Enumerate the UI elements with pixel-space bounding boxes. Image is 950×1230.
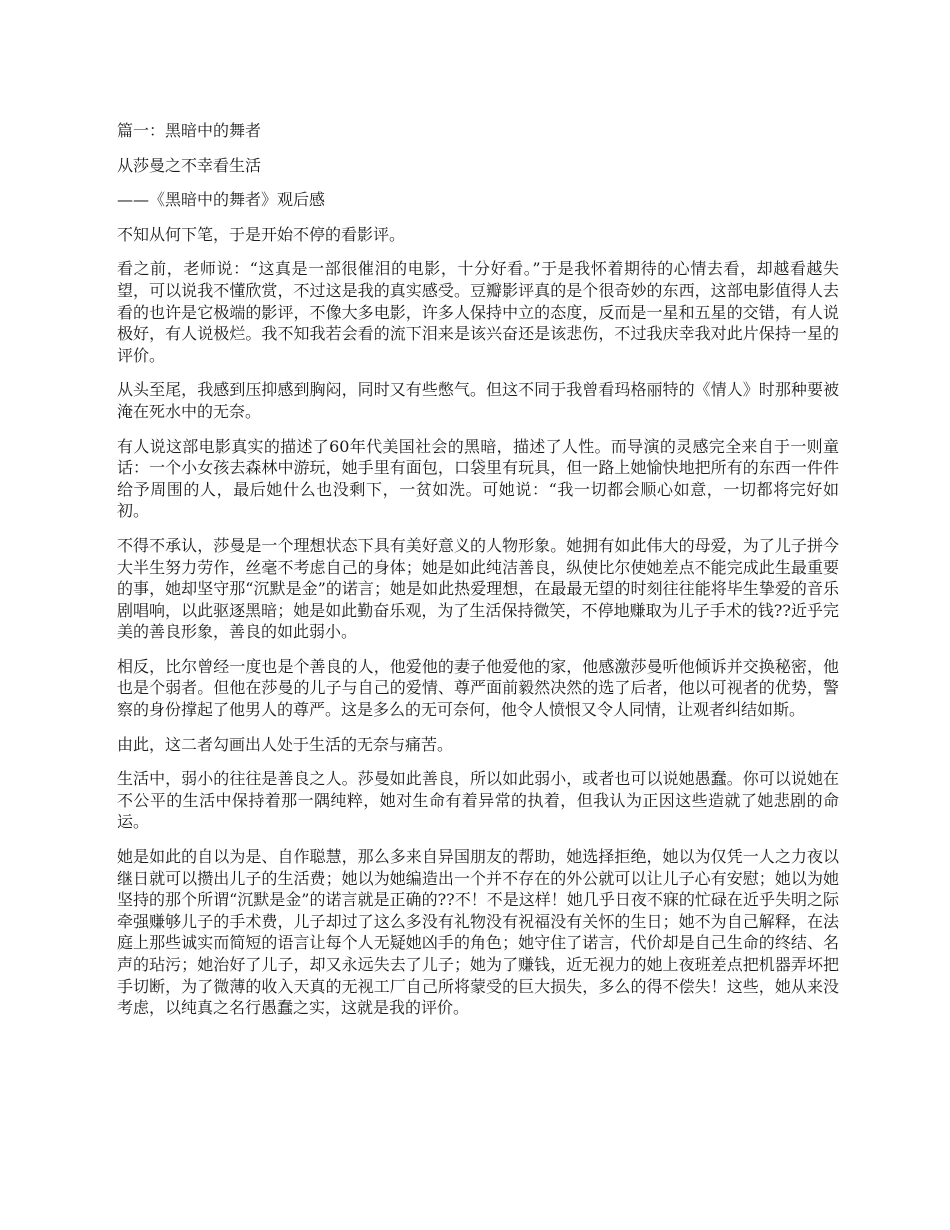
paragraph: 有人说这部电影真实的描述了60年代美国社会的黑暗，描述了人性。而导演的灵感完全来自于一则童话：一个小女孩去森林中游玩，她手里有面包，口袋里有玩具，但一路上她愉快地把所有的东西一件件给予周围的人，最后她什么也没剩下，一贫如洗。可她说：“我一切都会顺心如意，一切都将完好如初。 — [117, 436, 839, 521]
paragraph: 看之前，老师说：“这真是一部很催泪的电影，十分好看。”于是我怀着期待的心情去看，却越看越失望，可以说我不懂欣赏，不过这是我的真实感受。豆瓣影评真的是个很奇妙的东西，这部电影值得人去看的也许是它极端的影评，不像大多电影，许多人保持中立的态度，反而是一星和五星的交错，有人说极好，有人说极烂。我不知我若会看的流下泪来是该兴奋还是该悲伤，不过我庆幸我对此片保持一星的评价。 — [117, 259, 839, 365]
paragraph: 她是如此的自以为是、自作聪慧，那么多来自异国朋友的帮助，她选择拒绝，她以为仅凭一人之力夜以继日就可以攒出儿子的生活费；她以为她编造出一个并不存在的外公就可以让儿子心有安慰；她以为她坚持的那个所谓“沉默是金”的诺言就是正确的??不！不是这样！她几乎日夜不寐的忙碌在近乎失明之际牵强赚够儿子的手术费，儿子却过了这么多没有礼物没有祝福没有关怀的生日；她不为自己解释，在法庭上那些诚实而简短的语言让每个人无疑她凶手的角色；她守住了诺言，代价却是自己生命的终结、名声的玷污；她治好了儿子，却又永远失去了儿子；她为了赚钱，近无视力的她上夜班差点把机器弄坏把手切断，为了微薄的收入天真的无视工厂自己所将蒙受的巨大损失，多么的得不偿失！这些，她从来没考虑，以纯真之名行愚蠢之实，这就是我的评价。 — [117, 847, 839, 1018]
paragraph: 由此，这二者勾画出人处于生活的无奈与痛苦。 — [117, 734, 454, 754]
paragraph: 生活中，弱小的往往是善良之人。莎曼如此善良，所以如此弱小，或者也可以说她愚蠢。你可以说她在不公平的生活中保持着那一隅纯粹，她对生命有着异常的执着，但我认为正因这些造就了她悲剧的命运。 — [117, 769, 839, 832]
document-body — [117, 120, 839, 1032]
paragraph: 不知从何下笔，于是开始不停的看影评。 — [117, 224, 406, 244]
paragraph: 相反，比尔曾经一度也是个善良的人，他爱他的妻子他爱他的家，他感激莎曼听他倾诉并交换秘密，他也是个弱者。但他在莎曼的儿子与自己的爱情、尊严面前毅然决然的选了后者，他以可视者的优势，警察的身份撑起了他男人的尊严。这是多么的无可奈何，他令人愤恨又令人同情，让观者纠结如斯。 — [117, 656, 839, 720]
document-subtitle: 从莎曼之不幸看生活 — [117, 155, 262, 175]
paragraph: 从头至尾，我感到压抑感到胸闷，同时又有些憋气。但这不同于我曾看玛格丽特的《情人》时那种要被淹在死水中的无奈。 — [117, 380, 839, 421]
paragraph: 不得不承认，莎曼是一个理想状态下具有美好意义的人物形象。她拥有如此伟大的母爱，为了儿子拼今大半生努力劳作，丝毫不考虑自己的身体；她是如此纯洁善良，纵使比尔使她差点不能完成此生最重要的事，她却坚守那“沉默是金”的诺言；她是如此热爱理想，在最最无望的时刻往往能将毕生挚爱的音乐剧唱响，以此驱逐黑暗；她是如此勤奋乐观，为了生活保持微笑，不停地赚取为儿子手术的钱??近乎完美的善良形象，善良的如此弱小。 — [117, 535, 839, 642]
document-heading: 篇一：黑暗中的舞者 — [117, 121, 262, 140]
document-byline: ——《黑暗中的舞者》观后感 — [117, 190, 326, 210]
